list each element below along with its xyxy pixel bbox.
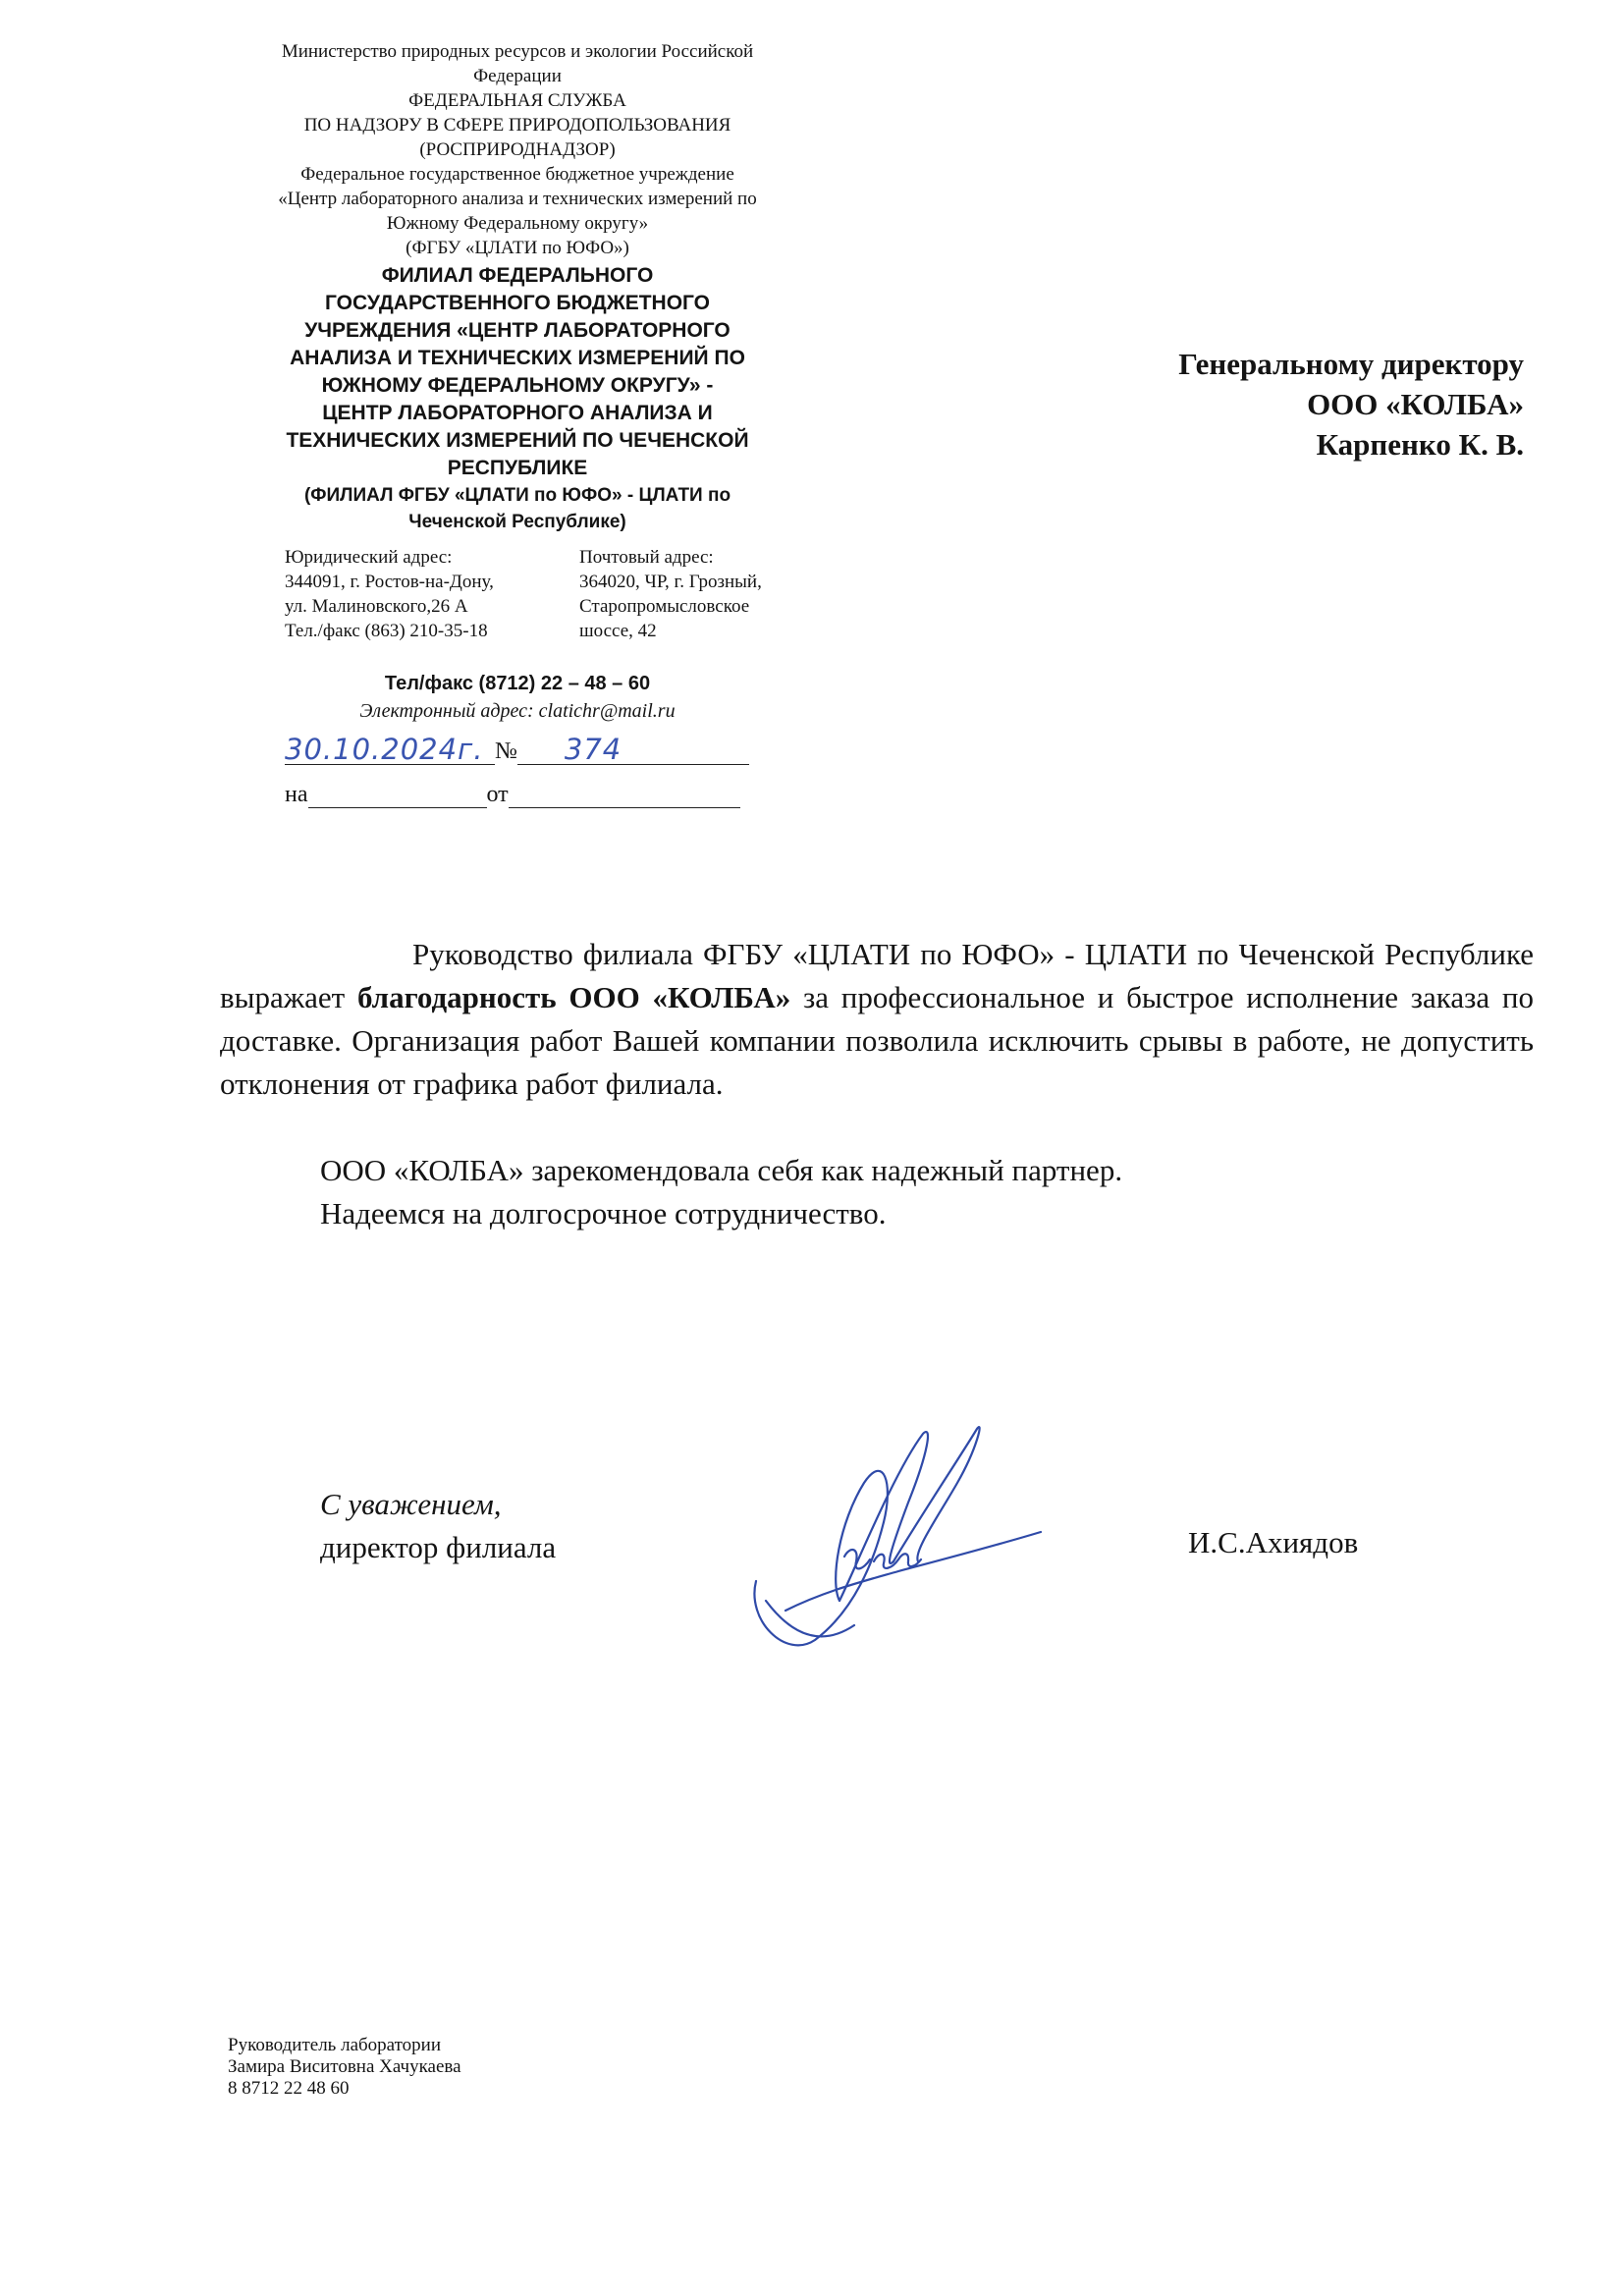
- letterhead-email: Электронный адрес: clatichr@mail.ru: [359, 700, 676, 722]
- footer-phone: 8 8712 22 48 60: [228, 2078, 350, 2099]
- ref-from: от: [486, 782, 509, 807]
- body-paragraph-1: [220, 933, 1534, 1106]
- handwritten-date: 30.10.2024г.: [285, 733, 484, 766]
- reference-line: [285, 782, 740, 808]
- branch-short-line-2: Чеченской Республике): [408, 512, 626, 532]
- signature-image: [727, 1414, 1060, 1674]
- branch-line-5: ЮЖНОМУ ФЕДЕРАЛЬНОМУ ОКРУГУ» -: [321, 374, 714, 397]
- branch-line-3: УЧРЕЖДЕНИЯ «ЦЕНТР ЛАБОРАТОРНОГО: [304, 319, 731, 342]
- footer-position: Руководитель лаборатории: [228, 2035, 442, 2055]
- institution-line-1: Федеральное государственное бюджетное учреждение: [300, 164, 734, 185]
- branch-line-4: АНАЛИЗА И ТЕХНИЧЕСКИХ ИЗМЕРЕНИЙ ПО: [290, 347, 745, 369]
- ministry-line-1: Министерство природных ресурсов и экологии Российской: [281, 41, 754, 62]
- number-field: [517, 733, 749, 766]
- ref-date-field: [509, 784, 740, 808]
- service-line-2: ПО НАДЗОРУ В СФЕРЕ ПРИРОДОПОЛЬЗОВАНИЯ: [303, 115, 731, 136]
- addressee-position: Генеральному директору: [1178, 347, 1524, 381]
- institution-line-4: (ФГБУ «ЦЛАТИ по ЮФО»): [406, 238, 629, 258]
- institution-line-2: «Центр лабораторного анализа и технических измерений по: [278, 189, 757, 209]
- handwritten-number: 374: [564, 733, 623, 766]
- addressee-name: Карпенко К. В.: [1316, 427, 1524, 462]
- body-p1-bold: благодарность ООО «КОЛБА»: [356, 980, 791, 1014]
- legal-address-city: 344091, г. Ростов-на-Дону,: [285, 572, 494, 592]
- postal-address: [579, 545, 762, 643]
- letterhead: [228, 39, 807, 535]
- legal-address: [285, 545, 494, 643]
- ref-number-field: [308, 784, 487, 808]
- branch-line-8: РЕСПУБЛИКЕ: [447, 457, 588, 479]
- body-p1-start: Руководство филиала ФГБУ «ЦЛАТИ по ЮФО» - ЦЛАТИ по Чеченской Республике выражает: [220, 937, 1534, 1014]
- signoff-regards: С уважением,: [320, 1487, 502, 1521]
- postal-address-city: 364020, ЧР, г. Грозный,: [579, 572, 762, 592]
- legal-address-label: Юридический адрес:: [285, 547, 453, 568]
- signature-icon: [727, 1414, 1060, 1669]
- date-field: [285, 733, 495, 766]
- service-line-1: ФЕДЕРАЛЬНАЯ СЛУЖБА: [408, 90, 626, 111]
- letterhead-phone: Тел/факс (8712) 22 – 48 – 60: [384, 673, 651, 694]
- postal-address-street: Старопромысловское: [579, 596, 750, 617]
- ministry-line-2: Федерации: [473, 66, 562, 86]
- branch-line-7: ТЕХНИЧЕСКИХ ИЗМЕРЕНИЙ ПО ЧЕЧЕНСКОЙ: [286, 429, 749, 452]
- legal-address-phone: Тел./факс (863) 210-35-18: [285, 621, 488, 641]
- body-p1-end: за профессиональное и быстрое исполнение заказа по доставке. Организация работ Вашей компании позволила исключить срывы в работе, не допустить отклонения от графика работ филиала.: [220, 980, 1534, 1101]
- postal-address-street-2: шоссе, 42: [579, 621, 657, 641]
- branch-line-1: ФИЛИАЛ ФЕДЕРАЛЬНОГО: [381, 264, 654, 287]
- branch-line-6: ЦЕНТР ЛАБОРАТОРНОГО АНАЛИЗА И: [322, 402, 713, 424]
- ref-prefix: на: [285, 782, 308, 807]
- addressee-block: [1178, 344, 1524, 465]
- legal-address-street: ул. Малиновского,26 А: [285, 596, 468, 617]
- service-line-3: (РОСПРИРОДНАДЗОР): [419, 139, 616, 160]
- institution-line-3: Южному Федеральному округу»: [386, 213, 649, 234]
- body-paragraph-3: Надеемся на долгосрочное сотрудничество.: [320, 1196, 887, 1230]
- branch-short-line-1: (ФИЛИАЛ ФГБУ «ЦЛАТИ по ЮФО» - ЦЛАТИ по: [303, 485, 731, 506]
- contact-footer: [228, 2035, 461, 2100]
- branch-name: [228, 262, 807, 482]
- signer-name: И.С.Ахиядов: [1188, 1525, 1359, 1559]
- registration-line: [285, 733, 749, 766]
- branch-line-2: ГОСУДАРСТВЕННОГО БЮДЖЕТНОГО: [324, 292, 711, 314]
- signoff-block: [320, 1483, 556, 1569]
- body-paragraph-2: ООО «КОЛБА» зарекомендовала себя как надежный партнер.: [320, 1153, 1123, 1187]
- addressee-company: ООО «КОЛБА»: [1307, 387, 1524, 421]
- signoff-position: директор филиала: [320, 1530, 557, 1564]
- number-sign: №: [495, 738, 517, 764]
- postal-address-label: Почтовый адрес:: [579, 547, 714, 568]
- footer-name: Замира Виситовна Хачукаева: [228, 2056, 461, 2077]
